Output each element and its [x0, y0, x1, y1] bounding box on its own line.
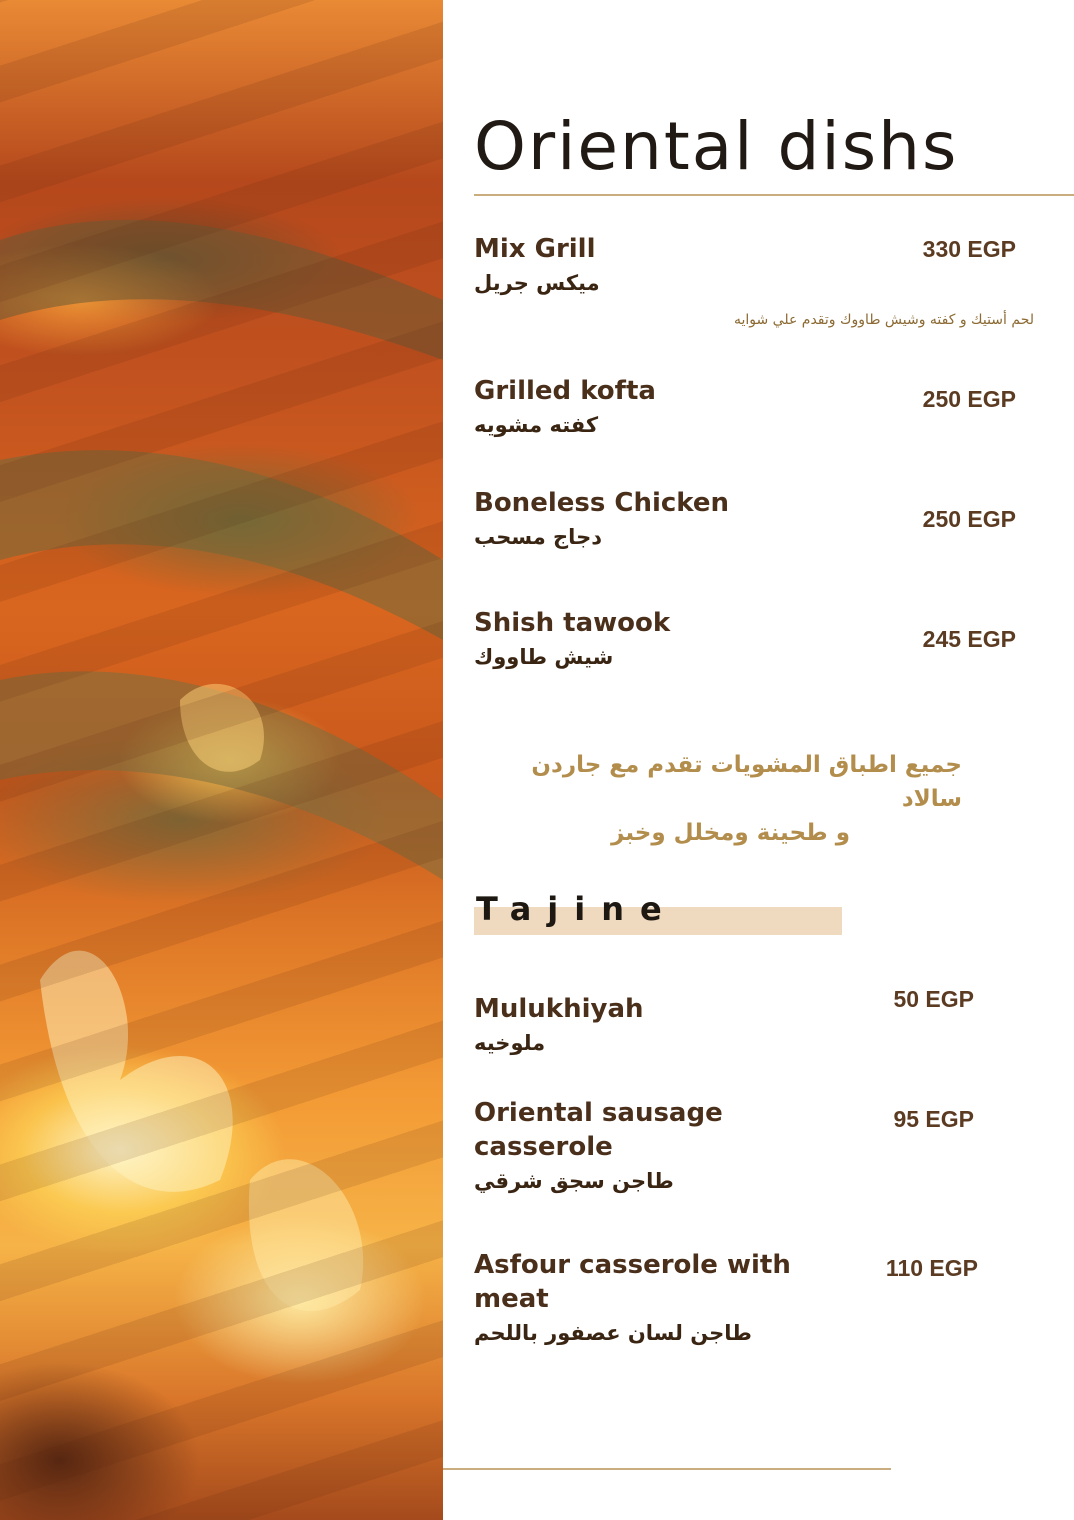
- item-description: لحم أستيك و كفته وشيش طاووك وتقدم علي شوايه: [733, 312, 1034, 328]
- item-name: Shish tawook: [474, 608, 671, 638]
- item-arabic-name: ميكس جريل: [474, 271, 600, 295]
- item-arabic-name: ملوخيه: [474, 1031, 546, 1055]
- item-price: 250 EGP: [922, 386, 1016, 412]
- grill-sides-note: [474, 748, 962, 850]
- item-name: Grilled kofta: [474, 376, 656, 406]
- item-arabic-name: طاجن سجق شرقي: [474, 1169, 674, 1193]
- item-name: Asfour casserole with meat: [474, 1250, 791, 1314]
- flame-icon: [0, 0, 443, 1520]
- item-price: 245 EGP: [922, 626, 1016, 652]
- item-name: Boneless Chicken: [474, 488, 730, 518]
- item-arabic-name: دجاج مسحب: [474, 525, 602, 549]
- note-line: جميع اطباق المشويات تقدم مع جاردن سالاد: [531, 752, 962, 812]
- menu-item: [474, 232, 1034, 328]
- item-arabic-name: طاجن لسان عصفور باللحم: [474, 1321, 752, 1345]
- footer-divider: [443, 1468, 891, 1470]
- section-title: Tajine: [476, 890, 678, 928]
- page-title: Oriental dishs: [474, 108, 959, 185]
- menu-item: [474, 606, 1034, 672]
- menu-item: [474, 1248, 1034, 1348]
- item-price: 330 EGP: [922, 236, 1016, 262]
- item-price: 250 EGP: [922, 506, 1016, 532]
- item-price: 110 EGP: [885, 1255, 978, 1281]
- menu-item: [474, 1096, 1034, 1196]
- item-arabic-name: كفته مشويه: [474, 413, 599, 437]
- item-name: Mix Grill: [474, 234, 596, 264]
- menu-item: [474, 986, 1034, 1058]
- menu-item: [474, 374, 1034, 440]
- title-divider: [474, 194, 1074, 196]
- item-name: Oriental sausage casserole: [474, 1098, 723, 1162]
- note-line: و طحينة ومخلل وخبز: [611, 820, 850, 846]
- grill-flame-photo: [0, 0, 443, 1520]
- menu-item: [474, 486, 1034, 552]
- item-arabic-name: شيش طاووك: [474, 645, 614, 669]
- item-price: 50 EGP: [893, 986, 974, 1012]
- item-name: Mulukhiyah: [474, 994, 644, 1024]
- menu-panel: [474, 0, 1074, 1520]
- item-price: 95 EGP: [893, 1106, 974, 1132]
